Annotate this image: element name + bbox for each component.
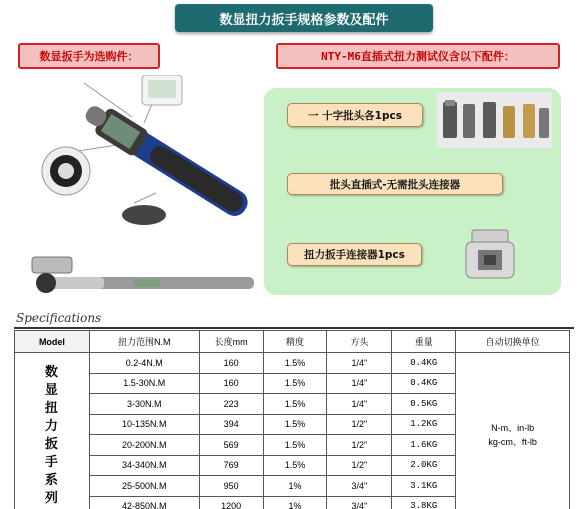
col-auto-units: 自动切换单位 bbox=[456, 331, 570, 353]
cell-length: 160 bbox=[199, 373, 263, 394]
cell-weight: 2.0KG bbox=[392, 455, 456, 476]
page-banner: 数显扭力扳手规格参数及配件 bbox=[175, 4, 433, 32]
col-model: Model bbox=[15, 331, 90, 353]
digital-wrench-image bbox=[24, 75, 260, 247]
spec-table bbox=[14, 330, 570, 509]
col-drive: 方头 bbox=[327, 331, 392, 353]
cell-length: 394 bbox=[199, 414, 263, 435]
cell-weight: 3.1KG bbox=[392, 476, 456, 497]
series-char: 力 bbox=[44, 417, 59, 433]
long-wrench-image bbox=[24, 251, 260, 299]
series-char: 扳 bbox=[44, 435, 59, 451]
wrench-adapter-image bbox=[458, 226, 522, 284]
cell-range: 34-340N.M bbox=[89, 455, 199, 476]
cell-weight: 0.4KG bbox=[392, 373, 456, 394]
cell-accuracy: 1.5% bbox=[263, 455, 327, 476]
cell-accuracy: 1% bbox=[263, 496, 327, 509]
cell-length: 769 bbox=[199, 455, 263, 476]
specifications-title: Specifications bbox=[16, 311, 102, 325]
cell-range: 1.5-30N.M bbox=[89, 373, 199, 394]
cross-bit-label: 一 十字批头各1pcs bbox=[287, 103, 423, 127]
cell-drive: 3/4" bbox=[327, 496, 392, 509]
cell-drive: 1/4" bbox=[327, 353, 392, 374]
screwdriver-bits-image bbox=[437, 92, 552, 148]
series-char: 系 bbox=[44, 471, 59, 487]
col-length: 长度mm bbox=[199, 331, 263, 353]
cell-drive: 1/2" bbox=[327, 435, 392, 456]
cell-drive: 1/4" bbox=[327, 394, 392, 415]
cell-length: 223 bbox=[199, 394, 263, 415]
series-label bbox=[15, 353, 90, 509]
cell-length: 160 bbox=[199, 353, 263, 374]
cell-drive: 3/4" bbox=[327, 476, 392, 497]
table-row bbox=[15, 353, 570, 374]
units-line: N-m、in-lb bbox=[491, 422, 535, 433]
series-char: 数 bbox=[44, 363, 59, 379]
cell-accuracy: 1.5% bbox=[263, 353, 327, 374]
specifications-divider bbox=[14, 327, 574, 329]
units-cell bbox=[456, 353, 570, 509]
col-torque-range: 扭力范围N.M bbox=[89, 331, 199, 353]
cell-length: 1200 bbox=[199, 496, 263, 509]
series-char: 手 bbox=[44, 453, 59, 469]
cell-drive: 1/2" bbox=[327, 414, 392, 435]
series-char: 显 bbox=[44, 381, 59, 397]
cell-weight: 1.2KG bbox=[392, 414, 456, 435]
cell-range: 10-135N.M bbox=[89, 414, 199, 435]
cell-range: 25-500N.M bbox=[89, 476, 199, 497]
cell-drive: 1/4" bbox=[327, 373, 392, 394]
cell-length: 950 bbox=[199, 476, 263, 497]
cell-range: 3-30N.M bbox=[89, 394, 199, 415]
wrench-connector-label: 扭力扳手连接器1pcs bbox=[287, 243, 422, 266]
cell-range: 20-200N.M bbox=[89, 435, 199, 456]
cell-accuracy: 1.5% bbox=[263, 373, 327, 394]
direct-insert-label: 批头直插式-无需批头连接器 bbox=[287, 173, 503, 195]
col-weight: 重量 bbox=[392, 331, 456, 353]
cell-range: 0.2-4N.M bbox=[89, 353, 199, 374]
tester-accessories-tag: NTY-M6直插式扭力测试仪含以下配件： bbox=[276, 43, 560, 69]
cell-accuracy: 1.5% bbox=[263, 414, 327, 435]
cell-accuracy: 1% bbox=[263, 476, 327, 497]
cell-length: 569 bbox=[199, 435, 263, 456]
optional-wrench-tag: 数显扳手为选购件： bbox=[18, 43, 160, 69]
col-accuracy: 精度 bbox=[263, 331, 327, 353]
cell-weight: 1.6KG bbox=[392, 435, 456, 456]
cell-accuracy: 1.5% bbox=[263, 394, 327, 415]
cell-drive: 1/2" bbox=[327, 455, 392, 476]
cell-weight: 3.8KG bbox=[392, 496, 456, 509]
cell-accuracy: 1.5% bbox=[263, 435, 327, 456]
cell-range: 42-850N.M bbox=[89, 496, 199, 509]
cell-weight: 0.4KG bbox=[392, 353, 456, 374]
units-line: kg-cm、ft-lb bbox=[488, 436, 537, 447]
series-char: 扭 bbox=[44, 399, 59, 415]
spec-header-row bbox=[15, 331, 570, 353]
series-char: 列 bbox=[44, 489, 59, 505]
cell-weight: 0.5KG bbox=[392, 394, 456, 415]
